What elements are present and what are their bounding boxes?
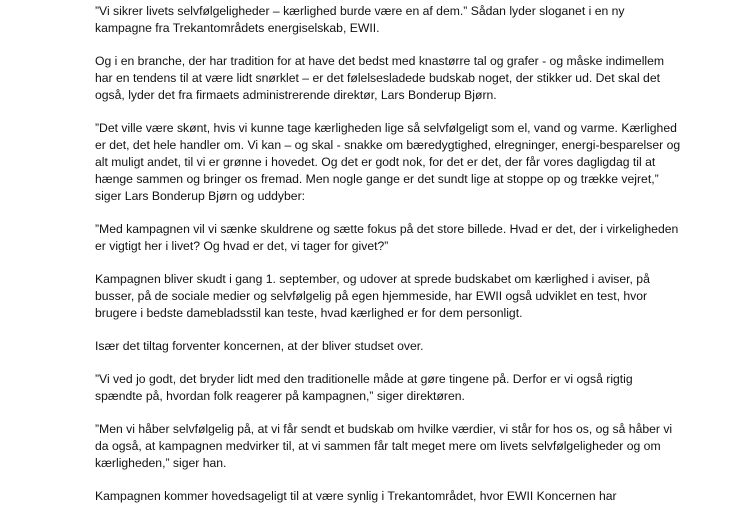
paragraph-quote-campaign: ”Med kampagnen vil vi sænke skuldrene og sætte fokus på det store billede. Hvad er det, der i virkeligheden er vigtigt her i livet? Og hvad er det, vi tager for givet?”	[95, 222, 679, 253]
paragraph-launch: Kampagnen bliver skudt i gang 1. september, og udover at sprede budskabet om kærlighed i aviser, på busser, på de sociale medier og selvfølgelig på egen hjemmeside, har EWII også udviklet en test, hvor brugere i bedste damebladsstil kan teste, hvad kærlighed er for dem personligt.	[95, 272, 650, 320]
paragraph-expectation: Især det tiltag forventer koncernen, at der bliver studset over.	[95, 339, 424, 353]
article-body	[95, 3, 695, 521]
paragraph-quote-love: ”Det ville være skønt, hvis vi kunne tage kærligheden lige så selvfølgeligt som el, vand og varme. Kærlighed er det, det hele handler om. Vi kan – og skal - snakke om bæredygtighed, elregninger, energi-besparelser og alt muligt andet, til vi er grønne i hovedet. Og det er godt nok, for det er det, der får vores dagligdag til at hænge sammen og bringer os fremad. Men nogle gange er det sundt lige at stoppe op og trække vejret,” siger Lars Bonderup Bjørn og uddyber:	[95, 121, 681, 203]
paragraph-industry: Og i en branche, der har tradition for at have det bedst med knastørre tal og grafer - og måske indimellem har en tendens til at være lidt snørklet – er det følelsesladede budskab noget, der stikker ud. Det skal det også, lyder det fra firmaets administrerende direktør, Lars Bonderup Bjørn.	[95, 54, 665, 102]
paragraph-visibility: Kampagnen kommer hovedsageligt til at være synlig i Trekantområdet, hvor EWII Koncernen har	[95, 489, 617, 503]
paragraph-slogan: ”Vi sikrer livets selvfølgeligheder – kærlighed burde være en af dem.” Sådan lyder sloganet i en ny kampagne fra Trekantområdets energiselskab, EWII.	[95, 4, 625, 35]
paragraph-quote-values: ”Men vi håber selvfølgelig på, at vi får sendt et budskab om hvilke værdier, vi står for hos os, og så håber vi da også, at kampagnen medvirker til, at vi sammen får talt meget mere om livets selvfølgeligheder og om kærligheden,” siger han.	[95, 422, 673, 470]
paragraph-quote-tradition: ”Vi ved jo godt, det bryder lidt med den traditionelle måde at gøre tingene på. Derfor er vi også rigtig spændte på, hvordan folk reagerer på kampagnen,” siger direktøren.	[95, 372, 633, 403]
